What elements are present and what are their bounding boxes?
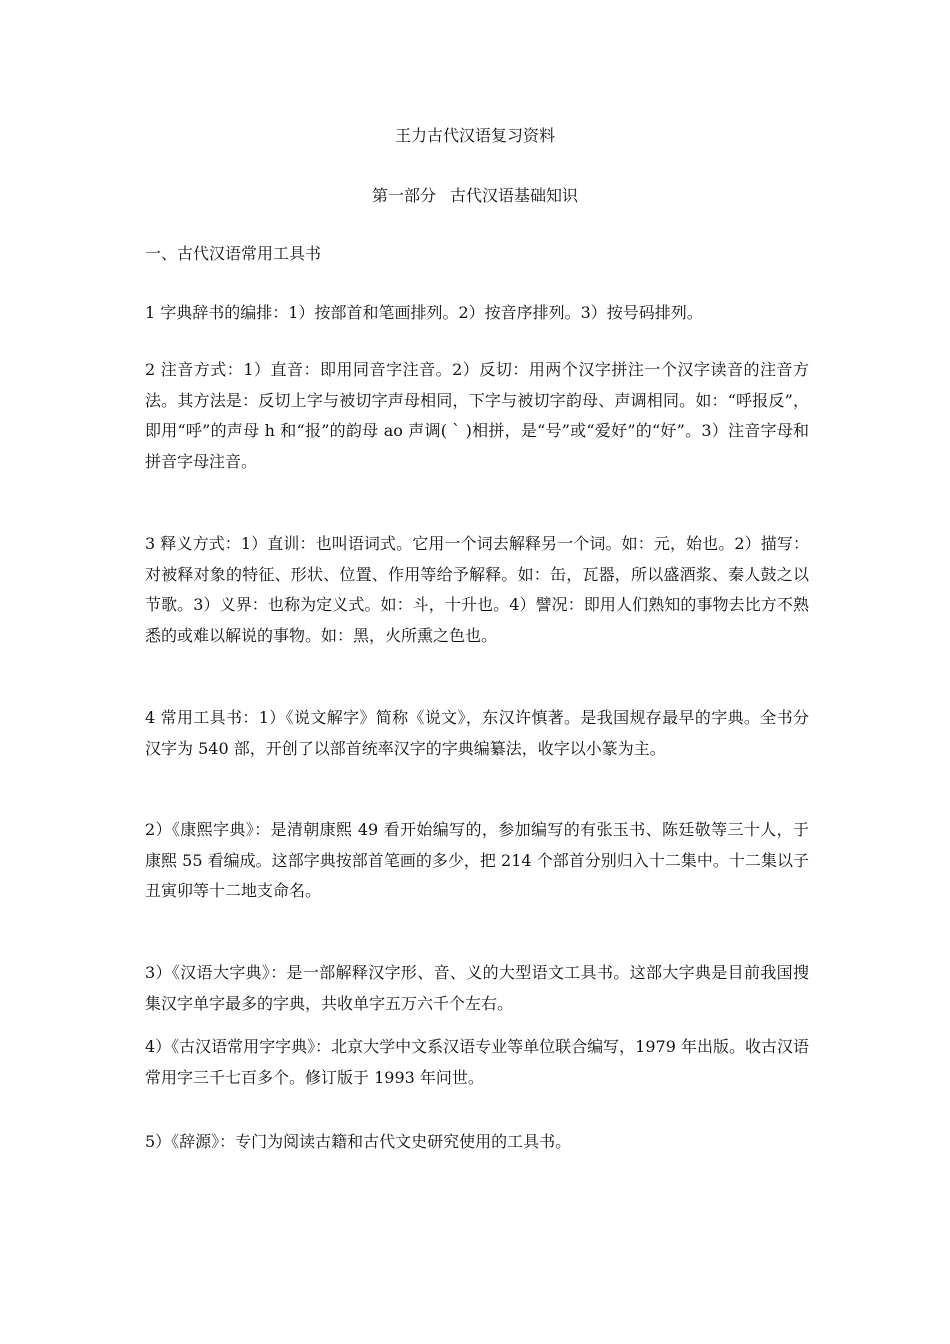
part-label: 第一部分 [371, 186, 436, 205]
part-title [0, 186, 950, 206]
part-name: 古代汉语基础知识 [450, 186, 579, 205]
paragraph-shuowen: 4 常用工具书：1）《说文解字》简称《说文》，东汉许慎著。是我国规存最早的字典。全书分汉字为 540 部，开创了以部首统率汉字的字典编纂法，收字以小篆为主。 [145, 708, 809, 758]
part-title-inner [372, 186, 578, 205]
document-title: 王力古代汉语复习资料 [394, 126, 555, 145]
paragraph-phonetic-notation: 2 注音方式：1）直音：即用同音字注音。2）反切：用两个汉字拼注一个汉字读音的注音方法。其方法是：反切上字与被切字声母相同，下字与被切字韵母、声调相同。如：“呼报反”，即用“呼”的声母 h 和“报”的韵母 ao 声调( ` )相拼，是“号”或“爱好”的“好”。3）注音字母和拼音字母注音。 [145, 360, 809, 471]
paragraph-gu-hanyu-zidian: 4）《古汉语常用字字典》：北京大学中文系汉语专业等单位联合编写，1979 年出版。收古汉语常用字三千七百多个。修订版于 1993 年问世。 [145, 1037, 809, 1087]
paragraph-ciyuan: 5）《辞源》：专门为阅读古籍和古代文史研究使用的工具书。 [145, 1132, 572, 1151]
paragraph-hanyu-da-zidian: 3）《汉语大字典》：是一部解释汉字形、音、义的大型语文工具书。这部大字典是目前我国搜集汉字单字最多的字典，共收单字五万六千个左右。 [145, 963, 809, 1013]
paragraph-kangxi: 2）《康熙字典》：是清朝康熙 49 看开始编写的，参加编写的有张玉书、陈廷敬等三十人，于康熙 55 看编成。这部字典按部首笔画的多少，把 214 个部首分别归入十二集中。十二集以子丑寅卯等十二地支命名。 [145, 820, 809, 900]
paragraph-definition-methods: 3 释义方式：1）直训：也叫语词式。它用一个词去解释另一个词。如：元，始也。2）描写：对被释对象的特征、形状、位置、作用等给予解释。如：缶，瓦器，所以盛酒浆、秦人鼓之以节歌。3）义界：也称为定义式。如：斗，十升也。4）譬况：即用人们熟知的事物去比方不熟悉的或难以解说的事物。如：黑，火所熏之色也。 [145, 534, 809, 645]
paragraph-dictionary-arrangement: 1 字典辞书的编排：1）按部首和笔画排列。2）按音序排列。3）按号码排列。 [145, 303, 703, 322]
section-heading: 一、古代汉语常用工具书 [145, 244, 322, 263]
